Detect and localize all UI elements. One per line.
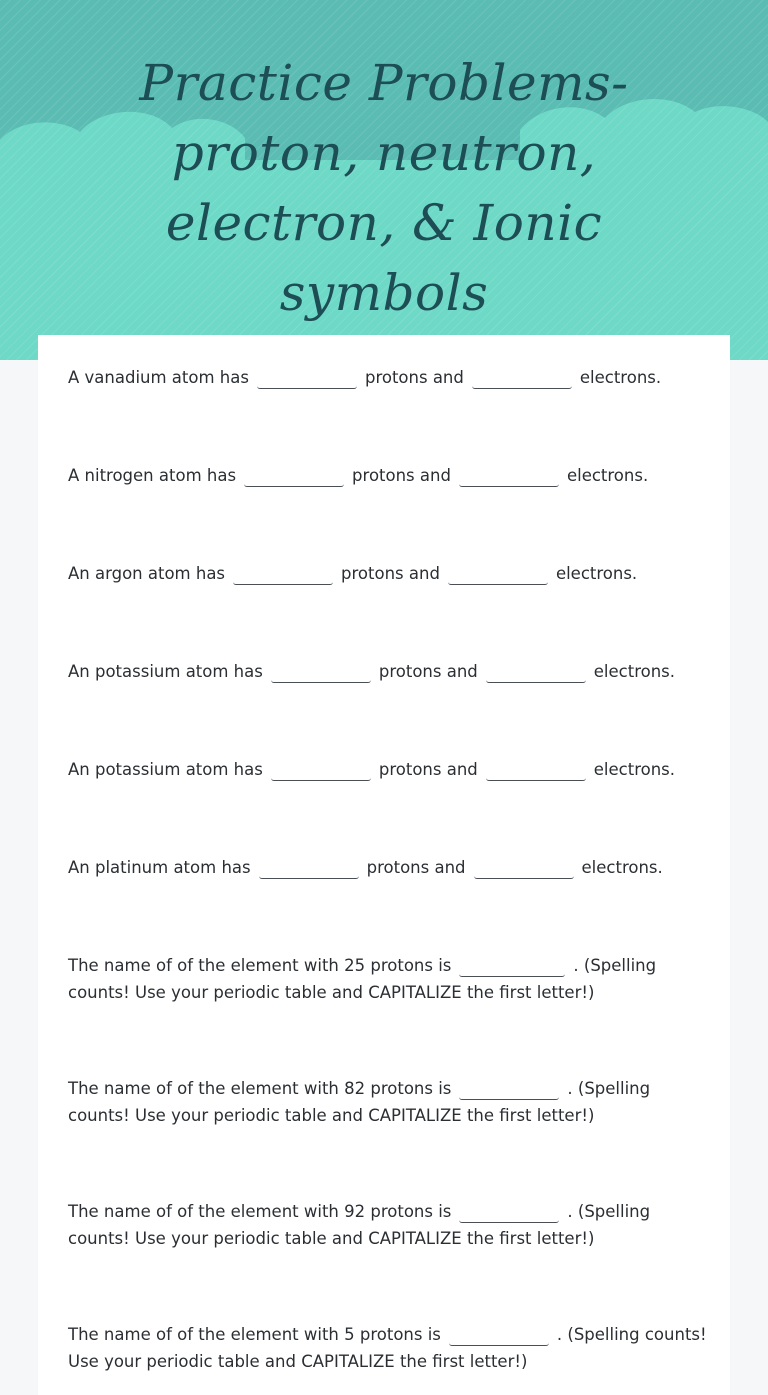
question-text: . (Spelling counts! Use your periodic table and CAPITALIZE the first letter!): [68, 1079, 651, 1125]
question-4: [68, 658, 708, 685]
answer-blank-electrons[interactable]: [486, 758, 586, 781]
page-title: Practice Problems-proton, neutron, electron, & Ionic symbols: [139, 54, 629, 322]
answer-blank-electrons[interactable]: [448, 562, 548, 585]
question-text: . (Spelling counts! Use your periodic table and CAPITALIZE the first letter!): [68, 1325, 707, 1371]
answer-blank-electrons[interactable]: [459, 464, 559, 487]
element-question-4: [68, 1321, 708, 1375]
question-text: protons and: [378, 760, 478, 779]
question-text: electrons.: [593, 760, 676, 779]
question-text: electrons.: [579, 368, 662, 387]
answer-blank-protons[interactable]: [244, 464, 344, 487]
question-text: . (Spelling counts! Use your periodic table and CAPITALIZE the first letter!): [68, 956, 657, 1002]
question-text: protons and: [378, 662, 478, 681]
element-question-3: [68, 1198, 708, 1252]
question-text: protons and: [366, 858, 466, 877]
question-text: electrons.: [566, 466, 649, 485]
question-text: protons and: [341, 564, 440, 583]
question-text: The name of of the element with 25 protons is: [68, 956, 452, 975]
header-banner: [0, 0, 768, 360]
answer-blank-electrons[interactable]: [474, 856, 574, 879]
answer-blank-element-name[interactable]: [449, 1323, 549, 1346]
answer-blank-protons[interactable]: [271, 758, 371, 781]
question-6: [68, 854, 708, 881]
answer-blank-protons[interactable]: [257, 366, 357, 389]
question-1: [68, 364, 708, 391]
worksheet-card: [38, 335, 730, 1395]
question-text: A nitrogen atom has: [68, 466, 237, 485]
answer-blank-electrons[interactable]: [472, 366, 572, 389]
question-text: protons and: [352, 466, 451, 485]
question-text: The name of of the element with 5 protons is: [68, 1325, 441, 1344]
question-3: [68, 560, 708, 587]
answer-blank-protons[interactable]: [233, 562, 333, 585]
answer-blank-protons[interactable]: [259, 856, 359, 879]
question-text: An platinum atom has: [68, 858, 251, 877]
question-text: An argon atom has: [68, 564, 226, 583]
question-text: An potassium atom has: [68, 760, 263, 779]
question-5: [68, 756, 708, 783]
answer-blank-element-name[interactable]: [459, 1200, 559, 1223]
question-text: electrons.: [593, 662, 676, 681]
element-question-2: [68, 1075, 708, 1129]
answer-blank-element-name[interactable]: [459, 1077, 559, 1100]
question-text: electrons.: [555, 564, 638, 583]
answer-blank-electrons[interactable]: [486, 660, 586, 683]
question-text: The name of of the element with 82 protons is: [68, 1079, 452, 1098]
question-2: [68, 462, 708, 489]
answer-blank-element-name[interactable]: [459, 954, 565, 977]
element-question-1: [68, 952, 708, 1006]
question-text: . (Spelling counts! Use your periodic table and CAPITALIZE the first letter!): [68, 1202, 651, 1248]
question-text: An potassium atom has: [68, 662, 263, 681]
question-text: The name of of the element with 92 protons is: [68, 1202, 452, 1221]
question-text: electrons.: [581, 858, 663, 877]
answer-blank-protons[interactable]: [271, 660, 371, 683]
question-text: A vanadium atom has: [68, 368, 249, 387]
question-text: protons and: [364, 368, 464, 387]
